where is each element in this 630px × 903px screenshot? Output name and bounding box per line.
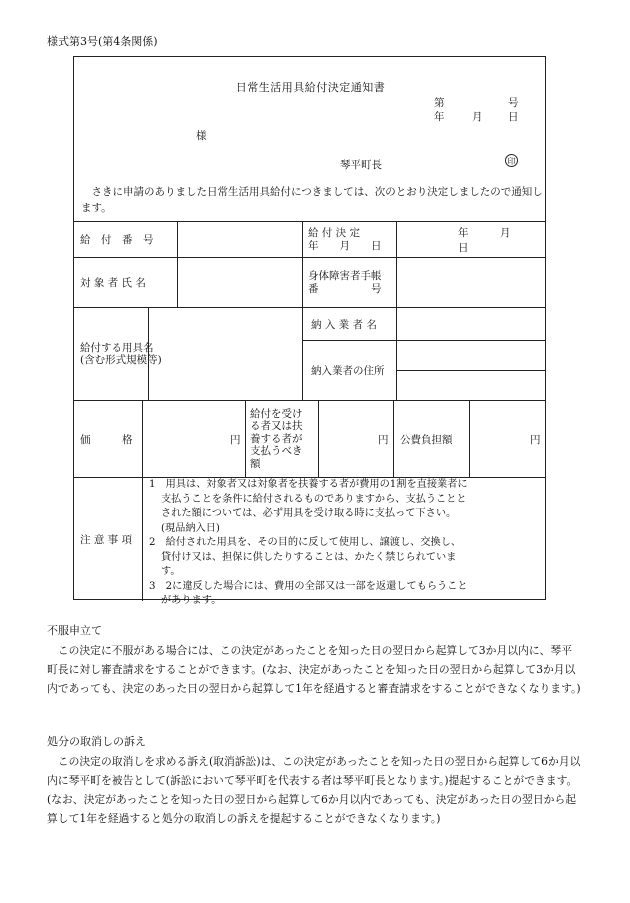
number-suffix: 号 <box>508 97 519 109</box>
row-line <box>74 400 545 401</box>
payer-amount-label-line3: 養する者が <box>250 432 303 445</box>
disability-card-label-line2: 番 号 <box>308 282 382 295</box>
disability-card-label <box>308 258 382 307</box>
vendor-name-label: 納 入 業 者 名 <box>311 318 377 331</box>
objection-title: 不服申立て <box>47 624 102 637</box>
public-burden-yen: 円 <box>530 433 541 446</box>
benefit-number-label: 給 付 番 号 <box>80 234 154 246</box>
seal-mark: 印 <box>505 154 518 167</box>
disability-card-label-line1: 身体障害者手帳 <box>308 270 382 282</box>
payer-amount-label <box>250 401 303 477</box>
note-item: 2 給付された用具を、その目的に反して使用し、譲渡し、交換し、貸付け又は、担保に供したりすることは、かたく禁じられています。 <box>149 537 462 577</box>
notes-label: 注 意 事 項 <box>80 533 133 546</box>
equipment-name-label-line2: (含む形式規模等) <box>80 354 162 366</box>
revocation-body: この決定の取消しを求める訴え(取消訴訟)は、この決定があったことを知った日の翌日から起算して6か月以内に琴平町を被告として(訴訟において琴平町を代表する者は琴平町長となります。)提起することができます。(なお、決定があったことを知った日の翌日から起算して6か月以内であっても、決定があった日の翌日から起算して1年を経過すると処分の取消しの訴えを提起することができなくなります。) <box>47 755 581 825</box>
col-line <box>177 221 178 307</box>
recipient-name-label: 対 象 者 氏 名 <box>80 277 146 289</box>
note-item: 3 2に違反した場合には、費用の全部又は一部を返還してもらうことがあります。 <box>149 580 468 606</box>
payer-amount-label-line5: 額 <box>250 457 261 470</box>
col-line <box>245 400 246 477</box>
payer-amount-yen: 円 <box>378 433 389 446</box>
vendor-address-label: 納入業者の住所 <box>311 365 385 377</box>
objection-body: この決定に不服がある場合には、この決定があったことを知った日の翌日から起算して3か月以内に、琴平町長に対し審査請求をすることができます。(なお、決定があったことを知った日の翌日から起算して3か月以内であっても、決定のあった日の翌日から起算して1年を経過すると審査請求をすることができなくなります。) <box>47 644 581 695</box>
decision-date-label-line1: 給 付 決 定 <box>308 227 361 239</box>
col-line <box>469 400 470 477</box>
col-line <box>302 221 303 400</box>
date-month: 月 <box>472 111 483 123</box>
col-line <box>142 400 143 601</box>
notice-form <box>73 56 546 606</box>
payer-amount-label-line1: 給付を受け <box>250 407 303 420</box>
equipment-name-label <box>80 308 162 400</box>
col-line <box>318 400 319 477</box>
row-line <box>396 370 545 371</box>
intro-text: さきに申請のありました日常生活用具給付につきましては、次のとおり決定しましたので通知します。 <box>81 186 543 214</box>
col-line <box>396 221 397 400</box>
recipient-honorific: 様 <box>196 130 207 142</box>
price-label: 価 格 <box>80 433 133 446</box>
price-yen: 円 <box>230 433 241 446</box>
notes-list <box>149 478 469 609</box>
note-item: 1 用具は、対象者又は対象者を扶養する者が費用の1割を直接業者に支払うことを条件に給付されるものでありますから、支払うこととされた額については、必ず用具を受け取る時に支払って下さい。(現品納入日) <box>149 479 468 534</box>
document-title: 日常生活用具給付決定通知書 <box>235 81 386 94</box>
public-burden-label: 公費負担額 <box>400 433 453 446</box>
mayor-title: 琴平町長 <box>340 159 382 171</box>
payer-amount-label-line2: る者又は扶 <box>250 420 303 433</box>
number-prefix: 第 <box>434 97 445 109</box>
decision-date-label <box>308 222 382 257</box>
decision-date-value: 年 月 日 <box>458 226 542 254</box>
date-day: 日 <box>508 111 519 123</box>
payer-amount-label-line4: 支払うべき <box>250 445 303 458</box>
form-label: 様式第3号(第4条関係) <box>47 35 158 48</box>
equipment-name-label-line1: 給付する用具名 <box>80 341 154 354</box>
decision-date-label-line2: 年 月 日 <box>308 239 382 252</box>
col-line <box>393 400 394 477</box>
date-year: 年 <box>434 111 445 123</box>
revocation-title: 処分の取消しの訴え <box>47 735 146 748</box>
